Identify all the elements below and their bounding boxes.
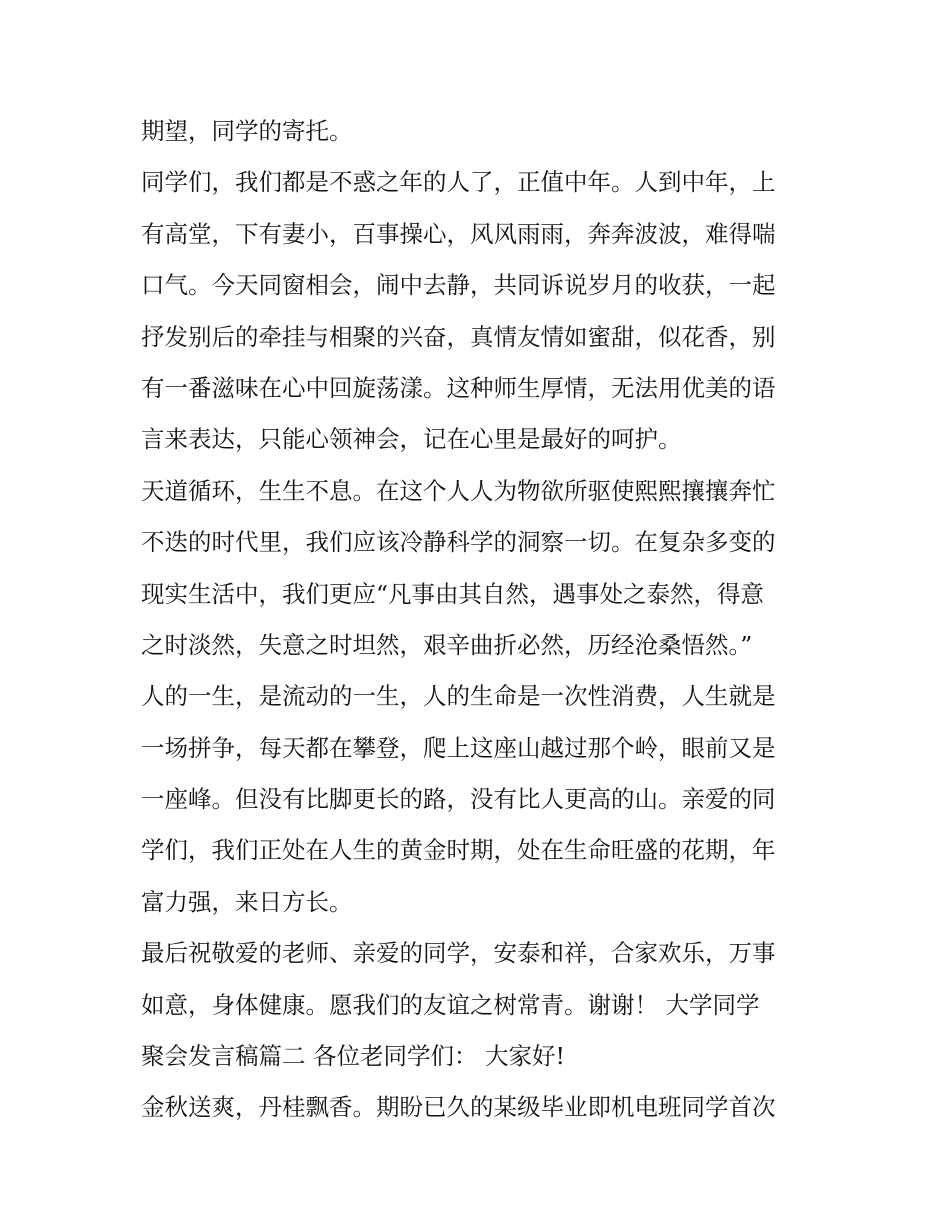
text-line: 一座峰。但没有比脚更长的路，没有比人更高的山。亲爱的同 <box>141 785 776 814</box>
text-line: 富力强，来日方长。 <box>141 887 353 916</box>
text-line: 之时淡然，失意之时坦然，艰辛曲折必然，历经沧桑悟然。” <box>141 630 753 659</box>
text-line: 人的一生，是流动的一生，人的生命是一次性消费，人生就是 <box>141 682 776 711</box>
text-line: 聚会发言稿篇二 各位老同学们： 大家好! <box>141 1042 565 1071</box>
text-line: 现实生活中，我们更应“凡事由其自然，遇事处之泰然，得意 <box>141 579 765 608</box>
text-line: 抒发别后的牵挂与相聚的兴奋，真情友情如蜜甜，似花香，别 <box>141 322 776 351</box>
text-line: 金秋送爽，丹桂飘香。期盼已久的某级毕业即机电班同学首次 <box>141 1093 776 1122</box>
text-line: 一场拼争，每天都在攀登，爬上这座山越过那个岭，眼前又是 <box>141 733 776 762</box>
text-line: 口气。今天同窗相会，闹中去静，共同诉说岁月的收获，一起 <box>141 271 776 300</box>
text-line: 最后祝敬爱的老师、亲爱的同学，安泰和祥，合家欢乐，万事 <box>141 939 776 968</box>
text-line: 不迭的时代里，我们应该冷静科学的洞察一切。在复杂多变的 <box>141 528 776 557</box>
text-line: 如意，身体健康。愿我们的友谊之树常青。谢谢！ 大学同学 <box>141 990 760 1019</box>
text-line: 同学们，我们都是不惑之年的人了，正值中年。人到中年，上 <box>141 168 776 197</box>
text-line: 有高堂，下有妻小，百事操心，风风雨雨，奔奔波波，难得喘 <box>141 219 776 248</box>
text-line: 天道循环，生生不息。在这个人人为物欲所驱使熙熙攘攘奔忙 <box>141 476 776 505</box>
text-line: 期望，同学的寄托。 <box>141 117 353 145</box>
text-line: 学们，我们正处在人生的黄金时期，处在生命旺盛的花期，年 <box>141 836 776 865</box>
text-line: 有一番滋味在心中回旋荡漾。这种师生厚情，无法用优美的语 <box>141 373 776 402</box>
text-line: 言来表达，只能心领神会，记在心里是最好的呵护。 <box>141 425 682 454</box>
document-body <box>141 106 821 1134</box>
